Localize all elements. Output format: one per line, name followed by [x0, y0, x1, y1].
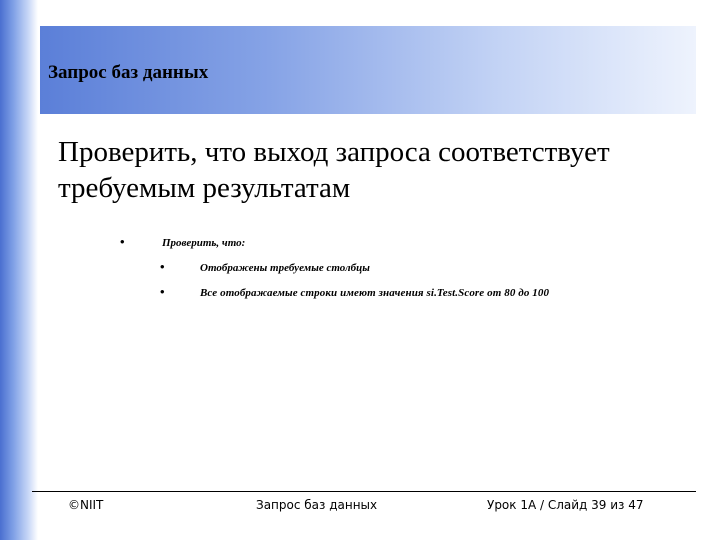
bullet-icon: •: [160, 259, 165, 274]
bullet-icon: •: [120, 234, 125, 249]
footer-copyright: ©NIIT: [68, 498, 104, 512]
left-decorative-bar: [0, 0, 38, 540]
slide-header-title: Запрос баз данных: [48, 62, 209, 83]
slide-header: [40, 26, 696, 114]
bullet-icon: •: [160, 284, 165, 299]
footer-slide-number: Урок 1А / Слайд 39 из 47: [487, 498, 644, 512]
footer-title: Запрос баз данных: [256, 498, 378, 512]
sub-bullet-text: Все отображаемые строки имеют значения si.Test.Score от 80 до 100: [200, 287, 550, 299]
sub-bullet-item: [160, 284, 549, 300]
bullet-text: Проверить, что:: [162, 237, 246, 249]
bullet-item: [120, 234, 245, 250]
footer-divider: [32, 491, 696, 492]
sub-bullet-item: [160, 259, 370, 275]
sub-bullet-text: Отображены требуемые столбцы: [200, 262, 370, 274]
slide-main-heading: Проверить, что выход запроса соответствует требуемым результатам: [58, 136, 610, 204]
